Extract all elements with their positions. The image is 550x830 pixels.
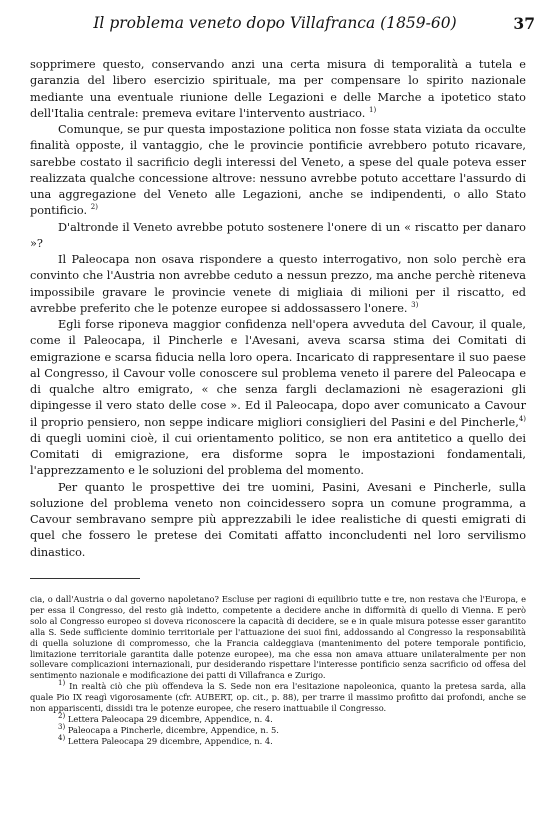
footnote-separator [30,578,140,579]
note-ref-1: 1) [368,105,377,114]
footnote-mark: 1) [58,679,66,688]
footnotes [30,594,526,747]
footnote-text: Paleocapa a Pincherle, dicembre, Appendice, n. 5. [67,724,279,735]
running-title: Il problema veneto dopo Villafranca (1859-60) [93,14,457,32]
note-ref-3: 3) [411,300,419,309]
footnote-4 [30,736,526,747]
footnote-3 [30,725,526,736]
paragraph-2 [30,122,526,220]
footnote-continuation: cia, o dall'Austria o dal governo napoletano? Escluse per ragioni di equilibrio tutte e tre, non restava che l'Europa, e per essa il Congresso, del resto già indetto, competente a decidere anche in difformità di quello di Vienna. E però solo al Congresso europeo si doveva riconoscere la capacità di decidere, se e in quale misura potesse esser garantito alla S. Sede sufficiente dominio territoriale per l'attuazione dei suoi fini, addossando al Congresso la responsabilità di quella soluzione di compromesso, che la Francia caldeggiava (mantenimento del potere temporale pontificio, limitazione territoriale garantita dalle potenze europee), ma che essa non amava attuare unilateralmente per non sollevare complicazioni internazionali, pur desiderando rispettare l'interesse pontificio senza sacrificio od offesa del sentimento nazionale e modificazione dei patti di Villafranca e Zurigo. [30,594,526,681]
paragraph-text: Egli forse riponeva maggior confidenza nell'opera avveduta del Cavour, il quale, come il Paleocapa, il Pincherle e l'Avesani, aveva scarsa stima dei Comitati di emigrazione e scarsa fiducia nella loro opera. Incaricato di rappresentare il suo paese al Congresso, il Cavour volle conoscere sul problema veneto il parere del Paleocapa e di qualche altro emigrato, « che senza fargli declamazioni nè esagerazioni gli dipingesse il vero stato delle cose ». Ed il Paleocapa, dopo aver comunicato a Cavour il proprio pensiero, non seppe indicare migliori consiglieri del Pasini e del Pincherle, [30,318,526,429]
paragraph-text: Comunque, se pur questa impostazione politica non fosse stata viziata da occulte finalità opposte, il vantaggio, che le provincie pontificie avrebbero potuto ricavare, sarebbe costato il sacrificio degli interessi del Veneto, a spese del quale poteva esser realizzata qualche concessione altrove: nessuno avrebbe potuto accettare l'assurdo di una aggregazione del Veneto alle Legazioni, anche se indipendenti, o allo Stato pontificio. [30,123,526,218]
footnote-text: Lettera Paleocapa 29 dicembre, Appendice, n. 4. [67,713,273,724]
paragraph-4 [30,252,526,317]
page-number: 37 [513,14,535,33]
main-text [30,57,526,561]
note-ref-2: 2) [90,203,98,212]
footnote-mark: 4) [58,734,66,743]
footnote-mark: 3) [58,723,66,732]
page-header [0,14,550,38]
footnote-text: Lettera Paleocapa 29 dicembre, Appendice, n. 4. [67,735,273,746]
paragraph-1 [30,57,526,122]
paragraph-text: sopprimere questo, conservando anzi una certa misura di temporalità a tutela e garanzia del libero esercizio spirituale, ma per compensare lo spirito nazionale mediante una eventuale riunione delle Legazioni e delle Marche a ipotetico stato dell'Italia centrale: premeva evitare l'intervento austriaco. [30,58,526,120]
footnote-1 [30,681,526,714]
paragraph-5 [30,317,526,480]
paragraph-6: Per quanto le prospettive dei tre uomini, Pasini, Avesani e Pincherle, sulla soluzione del problema veneto non coincidessero sopra un comune programma, a Cavour sembravano sempre più apprezzabili le idee realistiche di questi emigrati di quel che fossero le pretese dei Comitati affatto inconcludenti nel loro servilismo dinastico. [30,480,526,559]
footnote-mark: 2) [58,712,66,721]
footnote-text: In realtà ciò che più offendeva la S. Sede non era l'esitazione napoleonica, quanto la pretesa sarda, alla quale Pio IX reagì vigorosamente (cfr. AUBERT, op. cit., p. 88), per trarre il massimo profitto dai profondi, anche se non appariscenti, dissidi tra le potenze europee, che resero inattuabile il Congresso. [30,681,526,714]
paragraph-3: D'altronde il Veneto avrebbe potuto sostenere l'onere di un « riscatto per danaro »? [30,220,526,250]
note-ref-4: 4) [518,414,526,423]
paragraph-text: di quegli uomini cioè, il cui orientamento politico, se non era antitetico a quello dei Comitati di emigrazione, era disforme sopra le impostazioni fondamentali, l'apprezzamento e le soluzioni del problema del momento. [30,431,526,478]
paragraph-text: Il Paleocapa non osava rispondere a questo interrogativo, non solo perchè era convinto che l'Austria non avrebbe ceduto a nessun prezzo, ma anche perchè riteneva impossibile gravare le provincie venete di migliaia di milioni per il riscatto, ed avrebbe preferito che le potenze europee si addossassero l'onere. [30,253,526,315]
footnote-2 [30,714,526,725]
